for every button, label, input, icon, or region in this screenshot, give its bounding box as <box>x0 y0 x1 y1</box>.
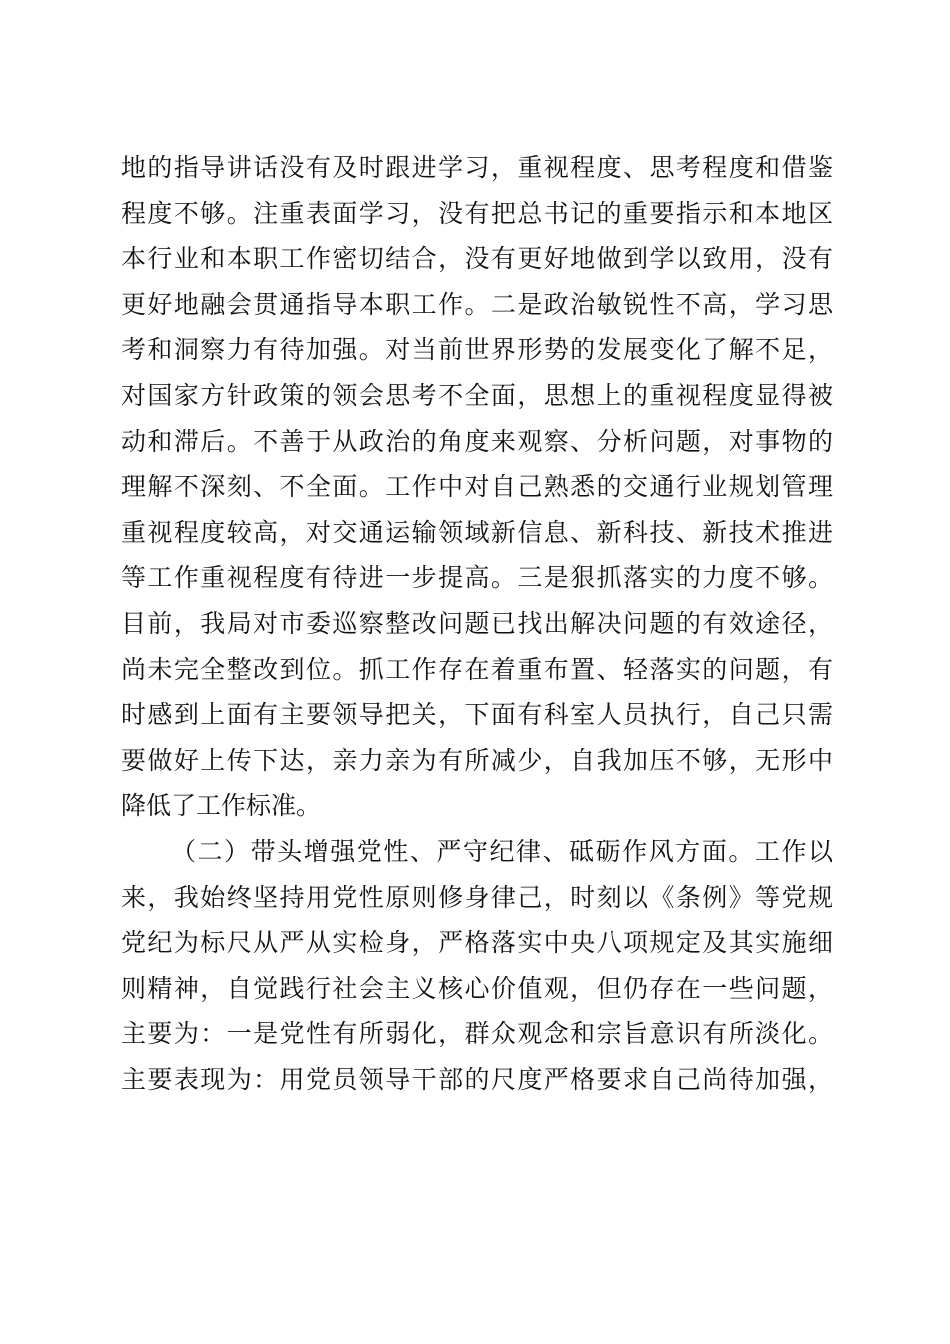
text-line: 时感到上面有主要领导把关，下面有科室人员执行，自己只需 <box>121 700 833 730</box>
text-line: 本行业和本职工作密切结合，没有更好地做到学以致用，没有 <box>121 244 833 274</box>
section-heading-line: （二）带头增强党性、严守纪律、砥砺作风方面。工作以 <box>171 836 833 866</box>
text-line: 动和滞后。不善于从政治的角度来观察、分析问题，对事物的 <box>121 426 833 456</box>
text-line: 理解不深刻、不全面。工作中对自己熟悉的交通行业规划管理 <box>121 472 833 502</box>
text-line: 考和洞察力有待加强。对当前世界形势的发展变化了解不足， <box>121 335 833 365</box>
text-line: 对国家方针政策的领会思考不全面，思想上的重视程度显得被 <box>121 380 833 410</box>
text-line: 更好地融会贯通指导本职工作。二是政治敏锐性不高，学习思 <box>121 289 833 319</box>
text-line: 主要表现为：用党员领导干部的尺度严格要求自己尚待加强， <box>121 1064 833 1094</box>
text-line: 重视程度较高，对交通运输领域新信息、新科技、新技术推进 <box>121 517 833 547</box>
text-line: 地的指导讲话没有及时跟进学习，重视程度、思考程度和借鉴 <box>121 153 833 182</box>
text-line: 来，我始终坚持用党性原则修身律己，时刻以《条例》等党规 <box>121 882 833 912</box>
text-line: 降低了工作标准。 <box>121 791 322 821</box>
text-line: 要做好上传下达，亲力亲为有所减少，自我加压不够，无形中 <box>121 745 833 775</box>
text-line: 则精神，自觉践行社会主义核心价值观，但仍存在一些问题， <box>121 973 833 1003</box>
text-line: 目前，我局对市委巡察整改问题已找出解决问题的有效途径， <box>121 608 833 638</box>
text-line: 尚未完全整改到位。抓工作存在着重布置、轻落实的问题，有 <box>121 654 833 684</box>
document-body <box>121 145 833 1102</box>
text-line: 主要为：一是党性有所弱化，群众观念和宗旨意识有所淡化。 <box>121 1019 833 1049</box>
text-line: 等工作重视程度有待进一步提高。三是狠抓落实的力度不够。 <box>121 563 833 593</box>
text-line: 党纪为标尺从严从实检身，严格落实中央八项规定及其实施细 <box>121 928 833 958</box>
text-line: 程度不够。注重表面学习，没有把总书记的重要指示和本地区 <box>121 198 833 228</box>
